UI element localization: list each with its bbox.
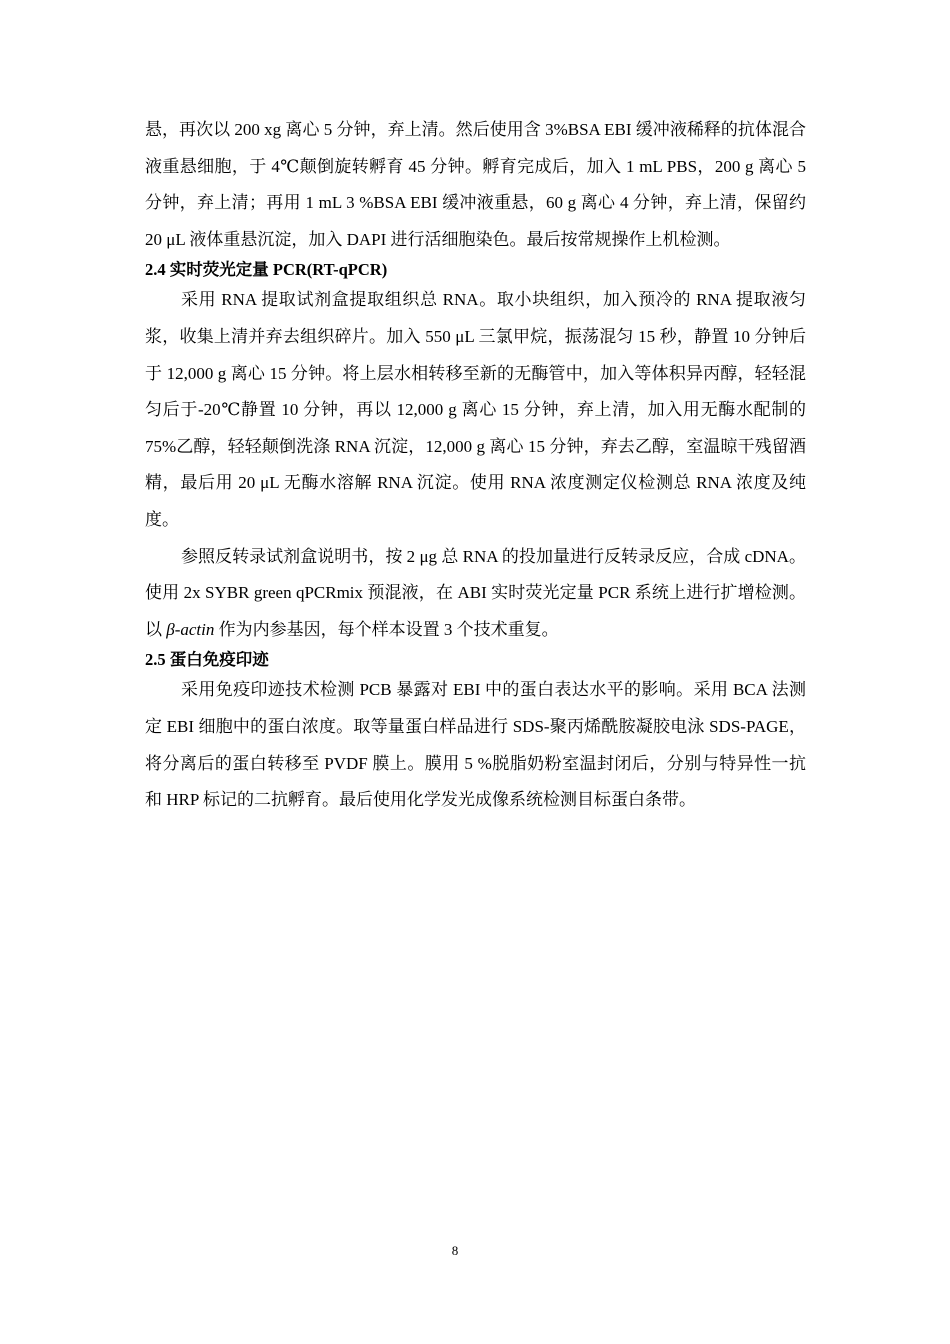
paragraph-reverse-transcription-text-a: 参照反转录试剂盒说明书，按 2 μg 总 RNA 的投加量进行反转录反应，合成 cDNA。使用 2x SYBR green qPCRmix 预混液，在 ABI 实时荧光定量 PCR 系统上进行扩增检测。以 <box>145 546 806 639</box>
gene-name-italic: β-actin <box>166 619 215 639</box>
section-heading-2-4: 2.4 实时荧光定量 PCR(RT-qPCR) <box>145 260 388 280</box>
section-heading-2-5: 2.5 蛋白免疫印迹 <box>145 650 269 670</box>
paragraph-western-blot: 采用免疫印迹技术检测 PCB 暴露对 EBI 中的蛋白表达水平的影响。采用 BCA 法测定 EBI 细胞中的蛋白浓度。取等量蛋白样品进行 SDS-聚丙烯酰胺凝胶电泳 SDS-PAGE，将分离后的蛋白转移至 PVDF 膜上。膜用 5 %脱脂奶粉室温封闭后，分别与特异性一抗和 HRP 标记的二抗孵育。最后使用化学发光成像系统检测目标蛋白条带。 <box>145 680 806 810</box>
paragraph-reverse-transcription <box>145 539 806 649</box>
page-number: 8 <box>451 1243 459 1258</box>
paragraph-rna-extraction: 采用 RNA 提取试剂盒提取组织总 RNA。取小块组织，加入预冷的 RNA 提取液匀浆，收集上清并弃去组织碎片。加入 550 μL 三氯甲烷，振荡混匀 15 秒，静置 10 分钟后于 12,000 g 离心 15 分钟。将上层水相转移至新的无酶管中，加入等体积异丙醇，轻轻混匀后于-20℃静置 10 分钟，再以 12,000 g 离心 15 分钟，弃上清，加入用无酶水配制的 75%乙醇，轻轻颠倒洗涤 RNA 沉淀，12,000 g 离心 15 分钟，弃去乙醇，室温晾干残留酒精，最后用 20 μL 无酶水溶解 RNA 沉淀。使用 RNA 浓度测定仪检测总 RNA 浓度及纯度。 <box>145 290 806 529</box>
paragraph-reverse-transcription-text-b: 作为内参基因，每个样本设置 3 个技术重复。 <box>214 619 559 639</box>
paragraph-cell-staining-continued: 悬，再次以 200 xg 离心 5 分钟，弃上清。然后使用含 3%BSA EBI 缓冲液稀释的抗体混合液重悬细胞，于 4℃颠倒旋转孵育 45 分钟。孵育完成后，加入 1 mL PBS，200 g 离心 5 分钟，弃上清；再用 1 mL 3 %BSA EBI 缓冲液重悬，60 g 离心 4 分钟，弃上清，保留约 20 μL 液体重悬沉淀，加入 DAPI 进行活细胞染色。最后按常规操作上机检测。 <box>145 120 806 249</box>
document-body <box>145 112 806 819</box>
